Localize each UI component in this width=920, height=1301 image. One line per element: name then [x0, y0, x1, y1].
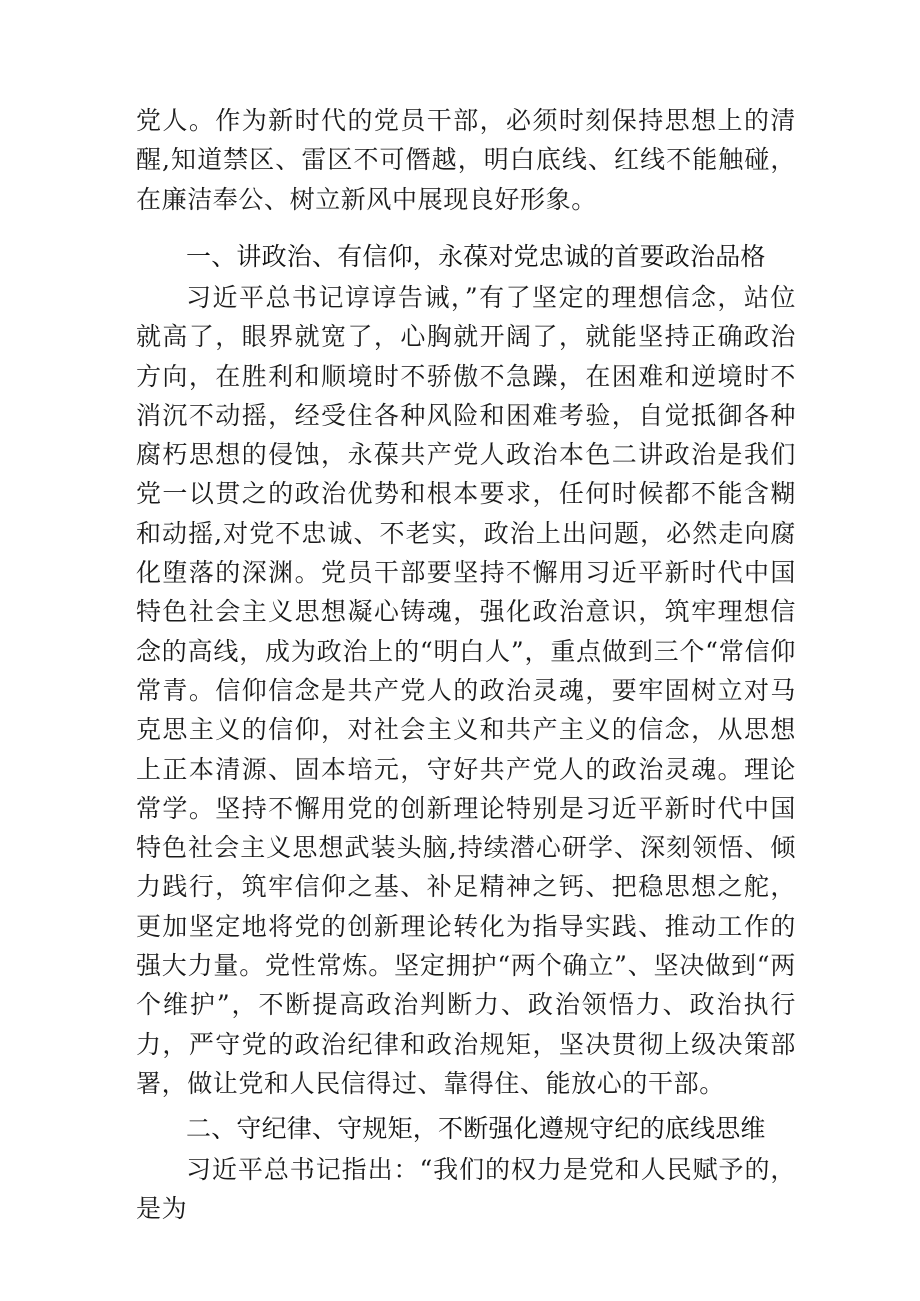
section-heading-2: 二、守纪律、守规矩，不断强化遵规守纪的底线思维	[186, 1114, 766, 1143]
intro-paragraph: 党人。作为新时代的党员干部，必须时刻保持思想上的清醒,知道禁区、雷区不可僭越，明白底线、红线不能触碰，在廉洁奉公、树立新风中展现良好形象。	[136, 106, 796, 214]
section-heading-1: 一、讲政治、有信仰，永葆对党忠诚的首要政治品格	[186, 242, 766, 271]
section-1-paragraph: 习近平总书记谆谆告诫，”有了坚定的理想信念，站位就高了，眼界就宽了，心胸就开阔了，就能坚持正确政治方向，在胜利和顺境时不骄傲不急躁，在困难和逆境时不消沉不动摇，经受住各种风险和困难考验，自觉抵御各种腐朽思想的侵蚀，永葆共产党人政治本色二讲政治是我们党一以贯之的政治优势和根本要求，任何时候都不能含糊和动摇,对党不忠诚、不老实，政治上出问题，必然走向腐化堕落的深渊。党员干部要坚持不懈用习近平新时代中国特色社会主义思想凝心铸魂，强化政治意识，筑牢理想信念的高线，成为政治上的“明白人”，重点做到三个“常信仰常青。信仰信念是共产党人的政治灵魂，要牢固树立对马克思主义的信仰，对社会主义和共产主义的信念，从思想上正本清源、固本培元，守好共产党人的政治灵魂。理论常学。坚持不懈用党的创新理论特别是习近平新时代中国特色社会主义思想武装头脑,持续潜心研学、深刻领悟、倾力践行，筑牢信仰之基、补足精神之钙、把稳思想之舵，更加坚定地将党的创新理论转化为指导实践、推动工作的强大力量。党性常炼。坚定拥护“两个确立”、坚决做到“两个维护”，不断提高政治判断力、政治领悟力、政治执行力，严守党的政治纪律和政治规矩，坚决贯彻上级决策部署，做让党和人民信得过、靠得住、能放心的干部。	[136, 283, 796, 1098]
section-2-paragraph: 习近平总书记指出：“我们的权力是党和人民赋予的，是为	[136, 1155, 796, 1224]
